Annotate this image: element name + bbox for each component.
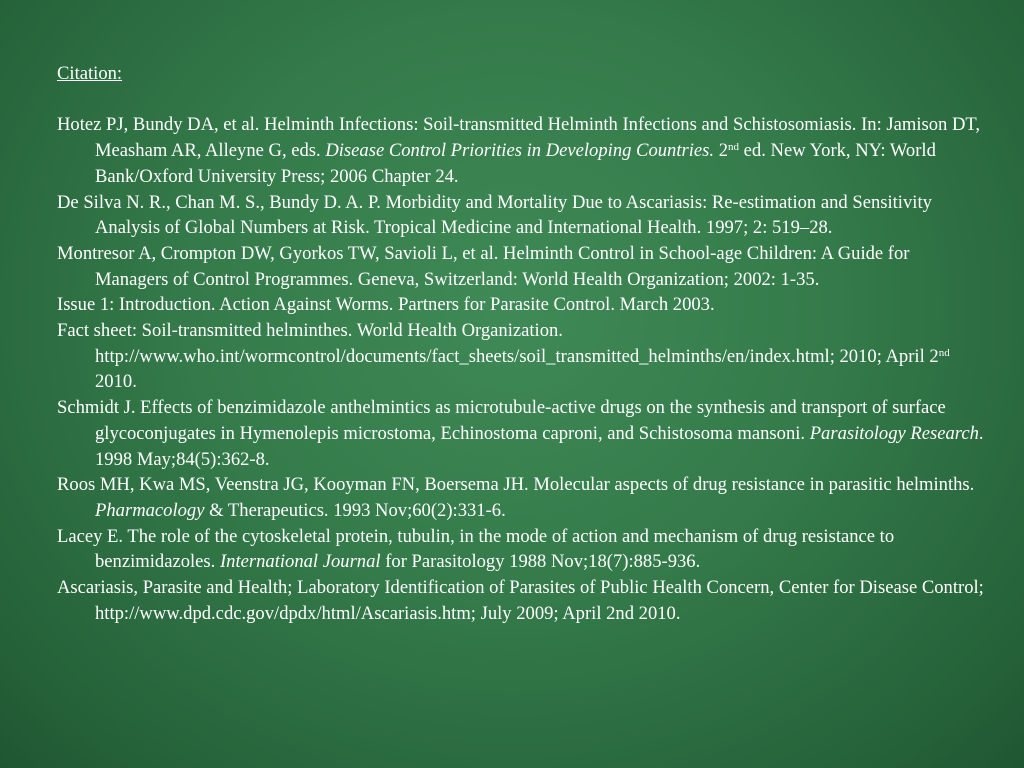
reference-item: Lacey E. The role of the cytoskeletal protein, tubulin, in the mode of action and mechanism of drug resistance to benzimidazoles. International Journal for Parasitology 1988 Nov;18(7):885-936. xyxy=(57,525,895,573)
citation-list xyxy=(57,61,987,626)
reference-item: Issue 1: Introduction. Action Against Worms. Partners for Parasite Control. March 2003. xyxy=(57,294,715,316)
reference-item: Montresor A, Crompton DW, Gyorkos TW, Savioli L, et al. Helminth Control in School-age Children: A Guide for Managers of Control Programmes. Geneva, Switzerland: World Health Organization; 2002: 1-35. xyxy=(57,242,910,290)
citation-heading: Citation: xyxy=(57,63,123,84)
reference-item: Schmidt J. Effects of benzimidazole anthelmintics as microtubule-active drugs on the synthesis and transport of surface glycoconjugates in Hymenolepis microstoma, Echinostoma caproni, and Schistosoma mansoni. Parasitology Research. 1998 May;84(5):362-8. xyxy=(57,397,984,470)
reference-item: Ascariasis, Parasite and Health; Laboratory Identification of Parasites of Public Health Concern, Center for Disease Control; http://www.dpd.cdc.gov/dpdx/html/Ascariasis.htm; July 2009; April 2nd 2010. xyxy=(57,577,984,624)
reference-item: De Silva N. R., Chan M. S., Bundy D. A. P. Morbidity and Mortality Due to Ascariasis: Re-estimation and Sensitivity Analysis of Global Numbers at Risk. Tropical Medicine and International Health. 1997; 2: 519–28. xyxy=(57,191,932,239)
reference-item: Hotez PJ, Bundy DA, et al. Helminth Infections: Soil-transmitted Helminth Infections and Schistosomiasis. In: Jamison DT, Measham AR, Alleyne G, eds. Disease Control Priorities in Developing Countries. 2nd ed. New York, NY: World Bank/Oxford University Press; 2006 Chapter 24. xyxy=(57,114,981,187)
reference-item: Roos MH, Kwa MS, Veenstra JG, Kooyman FN, Boersema JH. Molecular aspects of drug resistance in parasitic helminths. Pharmacology & Therapeutics. 1993 Nov;60(2):331-6. xyxy=(57,474,975,521)
reference-item: Fact sheet: Soil-transmitted helminthes. World Health Organization. http://www.who.int/wormcontrol/documents/fact_sheets/soil_transmitted_helminths/en/index.html; 2010; April 2nd 2010. xyxy=(57,320,950,393)
